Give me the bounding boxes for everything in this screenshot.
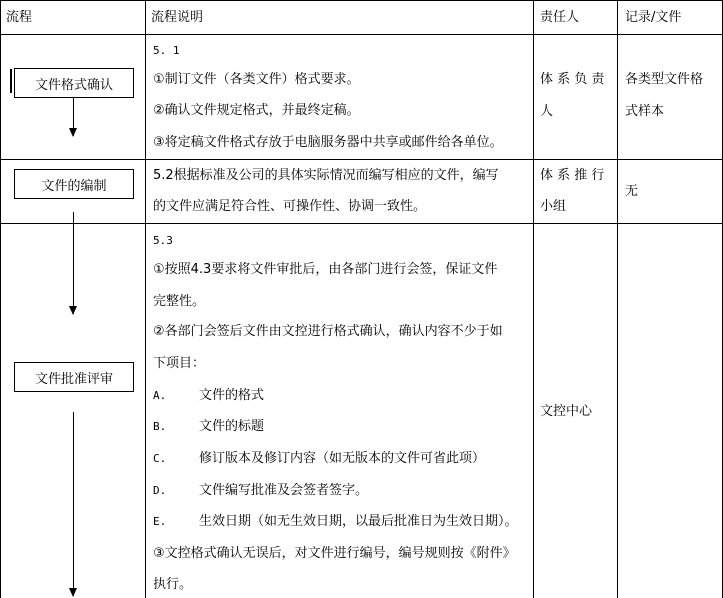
- description-line: ②各部门会签后文件由文控进行格式确认，确认内容不少于如: [153, 324, 503, 339]
- description-line: 下项目：: [153, 356, 206, 371]
- down-arrow-icon: [73, 98, 74, 136]
- box-side-mark: [10, 69, 12, 93]
- record-text: 式样本: [625, 104, 665, 119]
- table-border-top: [0, 0, 723, 1]
- description-line: 执行。: [153, 577, 193, 592]
- process-box-format-confirm: 文件格式确认: [14, 68, 134, 98]
- owner-text: 人: [540, 104, 554, 119]
- column-divider: [533, 0, 534, 598]
- description-line: ③文控格式确认无误后，对文件进行编号，编号规则按《附件》: [153, 546, 516, 561]
- header-divider: [0, 34, 723, 35]
- list-item: 生效日期（如无生效日期，以最后批准日为生效日期）。: [199, 514, 518, 529]
- process-box-compile: 文件的编制: [14, 169, 134, 199]
- list-item: 修订版本及修订内容（如无版本的文件可省此项）: [199, 451, 486, 466]
- header-records: 记录/文件: [625, 10, 682, 25]
- owner-text: 文控中心: [540, 404, 593, 419]
- list-letter: C.: [153, 452, 167, 465]
- list-letter: E.: [153, 515, 167, 528]
- list-letter: B.: [153, 420, 167, 433]
- down-arrow-icon: [73, 212, 74, 314]
- process-box-approve-review: 文件批准评审: [14, 362, 134, 392]
- row-divider: [0, 159, 723, 160]
- table-border-left: [0, 0, 1, 598]
- owner-text: 体 系 负 责: [540, 72, 605, 87]
- description-line: 5.2根据标准及公司的具体实际情况而编写相应的文件，编写: [153, 168, 499, 183]
- description-line: 的文件应满足符合性、可操作性、协调一致性。: [153, 199, 427, 214]
- row-divider: [0, 223, 723, 224]
- record-text: 各类型文件格: [625, 72, 704, 87]
- column-divider: [145, 0, 146, 598]
- description-line: ③将定稿文件格式存放于电脑服务器中共享或邮件给各单位。: [153, 135, 503, 150]
- list-item: 文件的格式: [199, 388, 265, 403]
- header-description: 流程说明: [151, 10, 204, 25]
- owner-text: 小组: [540, 199, 567, 214]
- owner-text: 体 系 推 行: [540, 168, 605, 183]
- header-process: 流程: [6, 10, 33, 25]
- section-number: 5.3: [153, 234, 173, 247]
- description-line: ①制订文件（各类文件）格式要求。: [153, 72, 360, 87]
- description-line: ①按照4.3要求将文件审批后，由各部门进行会签，保证文件: [153, 262, 498, 277]
- column-divider: [617, 0, 618, 598]
- section-number: 5. 1: [153, 44, 180, 57]
- record-text: 无: [625, 184, 639, 199]
- description-line: ②确认文件规定格式，并最终定稿。: [153, 103, 360, 118]
- description-line: 完整性。: [153, 294, 206, 309]
- down-arrow-icon: [73, 412, 74, 596]
- list-item: 文件编写批准及会签者签字。: [199, 483, 369, 498]
- header-owner: 责任人: [540, 10, 580, 25]
- list-letter: A.: [153, 389, 167, 402]
- list-letter: D.: [153, 484, 167, 497]
- list-item: 文件的标题: [199, 419, 265, 434]
